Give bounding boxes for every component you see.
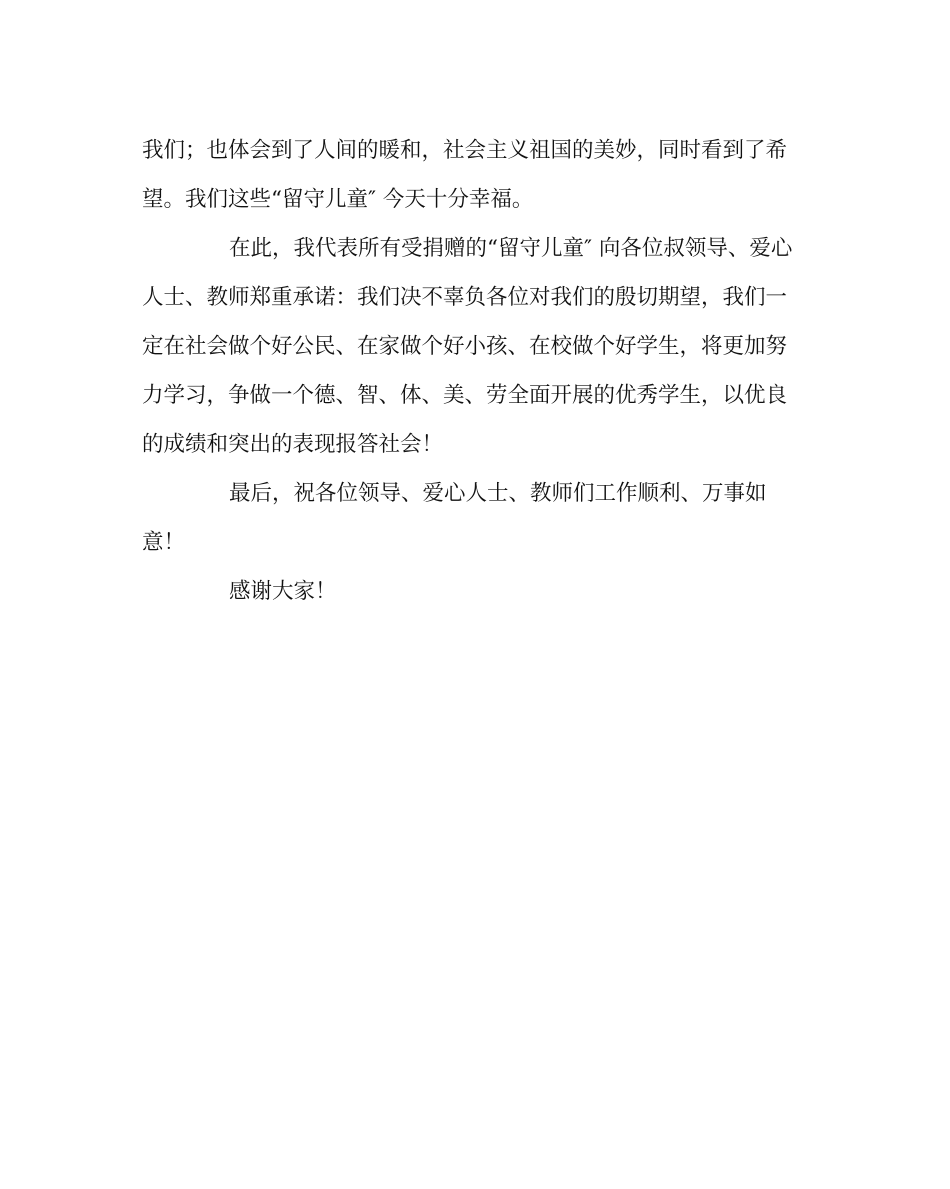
document-body — [142, 126, 812, 616]
text-line: 在此，我代表所有受捐赠的“留守儿童″ 向各位叔领导、爱心 — [229, 236, 793, 261]
text-line: 意！ — [142, 530, 186, 555]
paragraph — [142, 126, 812, 224]
text-line: 望。我们这些“留守儿童″ 今天十分幸福。 — [142, 187, 534, 212]
paragraph — [142, 567, 812, 616]
text-line: 感谢大家！ — [229, 579, 337, 604]
text-line: 人士、教师郑重承诺：我们决不辜负各位对我们的殷切期望，我们一 — [142, 285, 788, 310]
text-line: 定在社会做个好公民、在家做个好小孩、在校做个好学生，将更加努 — [142, 334, 788, 359]
text-line: 的成绩和突出的表现报答社会！ — [142, 432, 444, 457]
text-line: 力学习，争做一个德、智、体、美、劳全面开展的优秀学生，以优良 — [142, 383, 788, 408]
paragraph — [142, 224, 812, 469]
text-line: 最后，祝各位领导、爱心人士、教师们工作顺利、万事如 — [229, 481, 767, 506]
text-line: 我们；也体会到了人间的暖和，社会主义祖国的美妙，同时看到了希 — [142, 138, 788, 163]
paragraph — [142, 469, 812, 567]
